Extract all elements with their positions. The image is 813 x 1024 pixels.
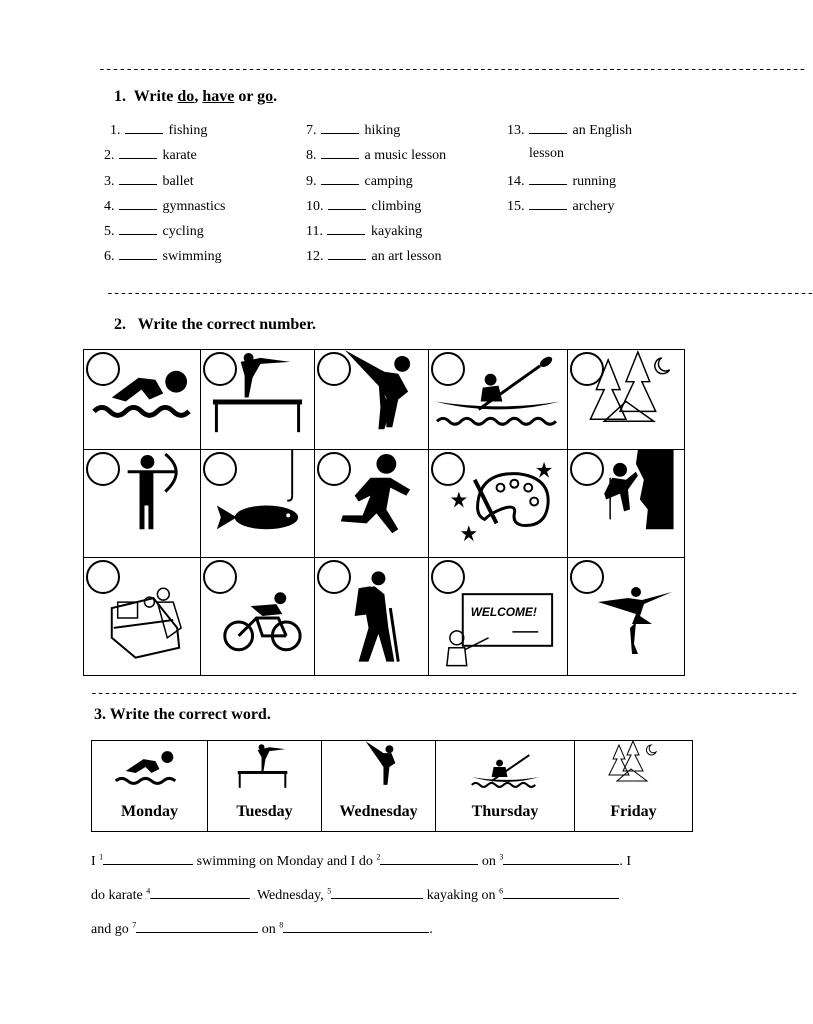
section1-heading: 1. Write do, have or go. bbox=[114, 88, 278, 105]
number-circle[interactable] bbox=[203, 560, 237, 594]
number-circle[interactable] bbox=[431, 452, 465, 486]
days-table bbox=[91, 740, 693, 832]
picture-cell-camping bbox=[568, 350, 684, 450]
number-circle[interactable] bbox=[86, 452, 120, 486]
fill-in-line-1: I $^1$ swimming on Monday and I do $^2$ on $^3$ . I bbox=[91, 852, 631, 869]
answer-blank[interactable] bbox=[125, 121, 163, 134]
section2-heading: 2. Write the correct number. bbox=[114, 316, 317, 333]
answer-blank[interactable] bbox=[119, 247, 157, 260]
exercise-item: 14. running bbox=[507, 174, 617, 189]
answer-blank[interactable] bbox=[119, 172, 157, 185]
fill-in-line-2: do karate $^4$ Wednesday, $^5$ kayaking on $^6$ bbox=[91, 886, 619, 904]
picture-cell-hiking bbox=[315, 558, 429, 675]
answer-blank[interactable] bbox=[321, 146, 359, 159]
answer-blank[interactable] bbox=[328, 197, 366, 210]
answer-blank[interactable] bbox=[150, 886, 250, 899]
picture-cell-gymnastics bbox=[201, 350, 315, 450]
answer-blank[interactable] bbox=[503, 852, 619, 865]
picture-cell-running bbox=[315, 450, 429, 558]
picture-cell-cycling bbox=[201, 558, 315, 675]
answer-blank[interactable] bbox=[136, 920, 258, 933]
exercise-item: 7. hiking bbox=[306, 123, 401, 138]
picture-cell-karate bbox=[315, 350, 429, 450]
day-label: Tuesday bbox=[236, 803, 293, 820]
answer-blank[interactable] bbox=[321, 172, 359, 185]
exercise-item: 8. a music lesson bbox=[306, 148, 447, 163]
separator-top: -------------------------------------------------------------------------------------------------------- bbox=[98, 62, 806, 77]
day-cell-friday bbox=[575, 741, 692, 831]
number-circle[interactable] bbox=[570, 560, 604, 594]
separator-2: -------------------------------------------------------------------------------------------------------- bbox=[90, 686, 798, 701]
day-cell-thursday bbox=[436, 741, 575, 831]
exercise-item: 9. camping bbox=[306, 174, 413, 189]
exercise-item: 3. ballet bbox=[104, 174, 194, 189]
picture-cell-archery bbox=[84, 450, 201, 558]
picture-cell-climbing bbox=[568, 450, 684, 558]
day-cell-tuesday bbox=[208, 741, 322, 831]
picture-cell-kayaking bbox=[429, 350, 568, 450]
day-label: Thursday bbox=[471, 803, 539, 820]
answer-blank[interactable] bbox=[331, 886, 423, 899]
number-circle[interactable] bbox=[317, 452, 351, 486]
number-circle[interactable] bbox=[203, 452, 237, 486]
number-circle[interactable] bbox=[86, 560, 120, 594]
separator-1: -------------------------------------------------------------------------------------------------------- bbox=[106, 286, 813, 301]
exercise-item: 5. cycling bbox=[104, 224, 204, 239]
picture-cell-english-lesson bbox=[429, 558, 568, 675]
answer-blank[interactable] bbox=[327, 222, 365, 235]
number-circle[interactable] bbox=[203, 352, 237, 386]
exercise-item: 2. karate bbox=[104, 148, 197, 163]
kayak-icon bbox=[436, 741, 574, 796]
answer-blank[interactable] bbox=[321, 121, 359, 134]
number-circle[interactable] bbox=[431, 352, 465, 386]
number-circle[interactable] bbox=[317, 352, 351, 386]
picture-cell-art-lesson bbox=[429, 450, 568, 558]
number-circle[interactable] bbox=[86, 352, 120, 386]
karate-icon bbox=[322, 741, 435, 796]
number-circle[interactable] bbox=[570, 352, 604, 386]
exercise-item-continued: lesson bbox=[529, 146, 564, 161]
exercise-item: 12. an art lesson bbox=[306, 249, 442, 264]
svg-text:WELCOME!: WELCOME! bbox=[470, 605, 537, 620]
answer-blank[interactable] bbox=[503, 886, 619, 899]
answer-blank[interactable] bbox=[103, 852, 193, 865]
picture-cell-music-lesson bbox=[84, 558, 201, 675]
answer-blank[interactable] bbox=[529, 121, 567, 134]
exercise-item: 1. fishing bbox=[110, 123, 208, 138]
answer-blank[interactable] bbox=[119, 146, 157, 159]
exercise-item: 10. climbing bbox=[306, 199, 422, 214]
day-cell-wednesday bbox=[322, 741, 436, 831]
answer-blank[interactable] bbox=[119, 222, 157, 235]
answer-blank[interactable] bbox=[380, 852, 478, 865]
picture-grid bbox=[83, 349, 685, 676]
number-circle[interactable] bbox=[317, 560, 351, 594]
section3-heading: 3. Write the correct word. bbox=[94, 706, 271, 723]
picture-cell-fishing bbox=[201, 450, 315, 558]
answer-blank[interactable] bbox=[529, 197, 567, 210]
exercise-item: 15. archery bbox=[507, 199, 615, 214]
exercise-item: 6. swimming bbox=[104, 249, 222, 264]
exercise-item: 13. an English bbox=[507, 123, 632, 138]
number-circle[interactable] bbox=[570, 452, 604, 486]
day-label: Wednesday bbox=[339, 803, 418, 820]
number-circle[interactable] bbox=[431, 560, 465, 594]
answer-blank[interactable] bbox=[529, 172, 567, 185]
answer-blank[interactable] bbox=[283, 920, 429, 933]
day-cell-monday bbox=[92, 741, 208, 831]
exercise-item: 11. kayaking bbox=[306, 224, 423, 239]
fill-in-line-3: and go $^7$ on $^8$ . bbox=[91, 920, 433, 937]
tent-icon bbox=[575, 741, 692, 796]
day-label: Monday bbox=[121, 803, 178, 820]
exercise-item: 4. gymnastics bbox=[104, 199, 226, 214]
gymnastics-icon bbox=[208, 741, 321, 796]
picture-cell-swimming bbox=[84, 350, 201, 450]
day-label: Friday bbox=[610, 803, 657, 820]
picture-cell-ballet bbox=[568, 558, 684, 675]
answer-blank[interactable] bbox=[119, 197, 157, 210]
answer-blank[interactable] bbox=[328, 247, 366, 260]
swimming-icon bbox=[92, 741, 207, 796]
